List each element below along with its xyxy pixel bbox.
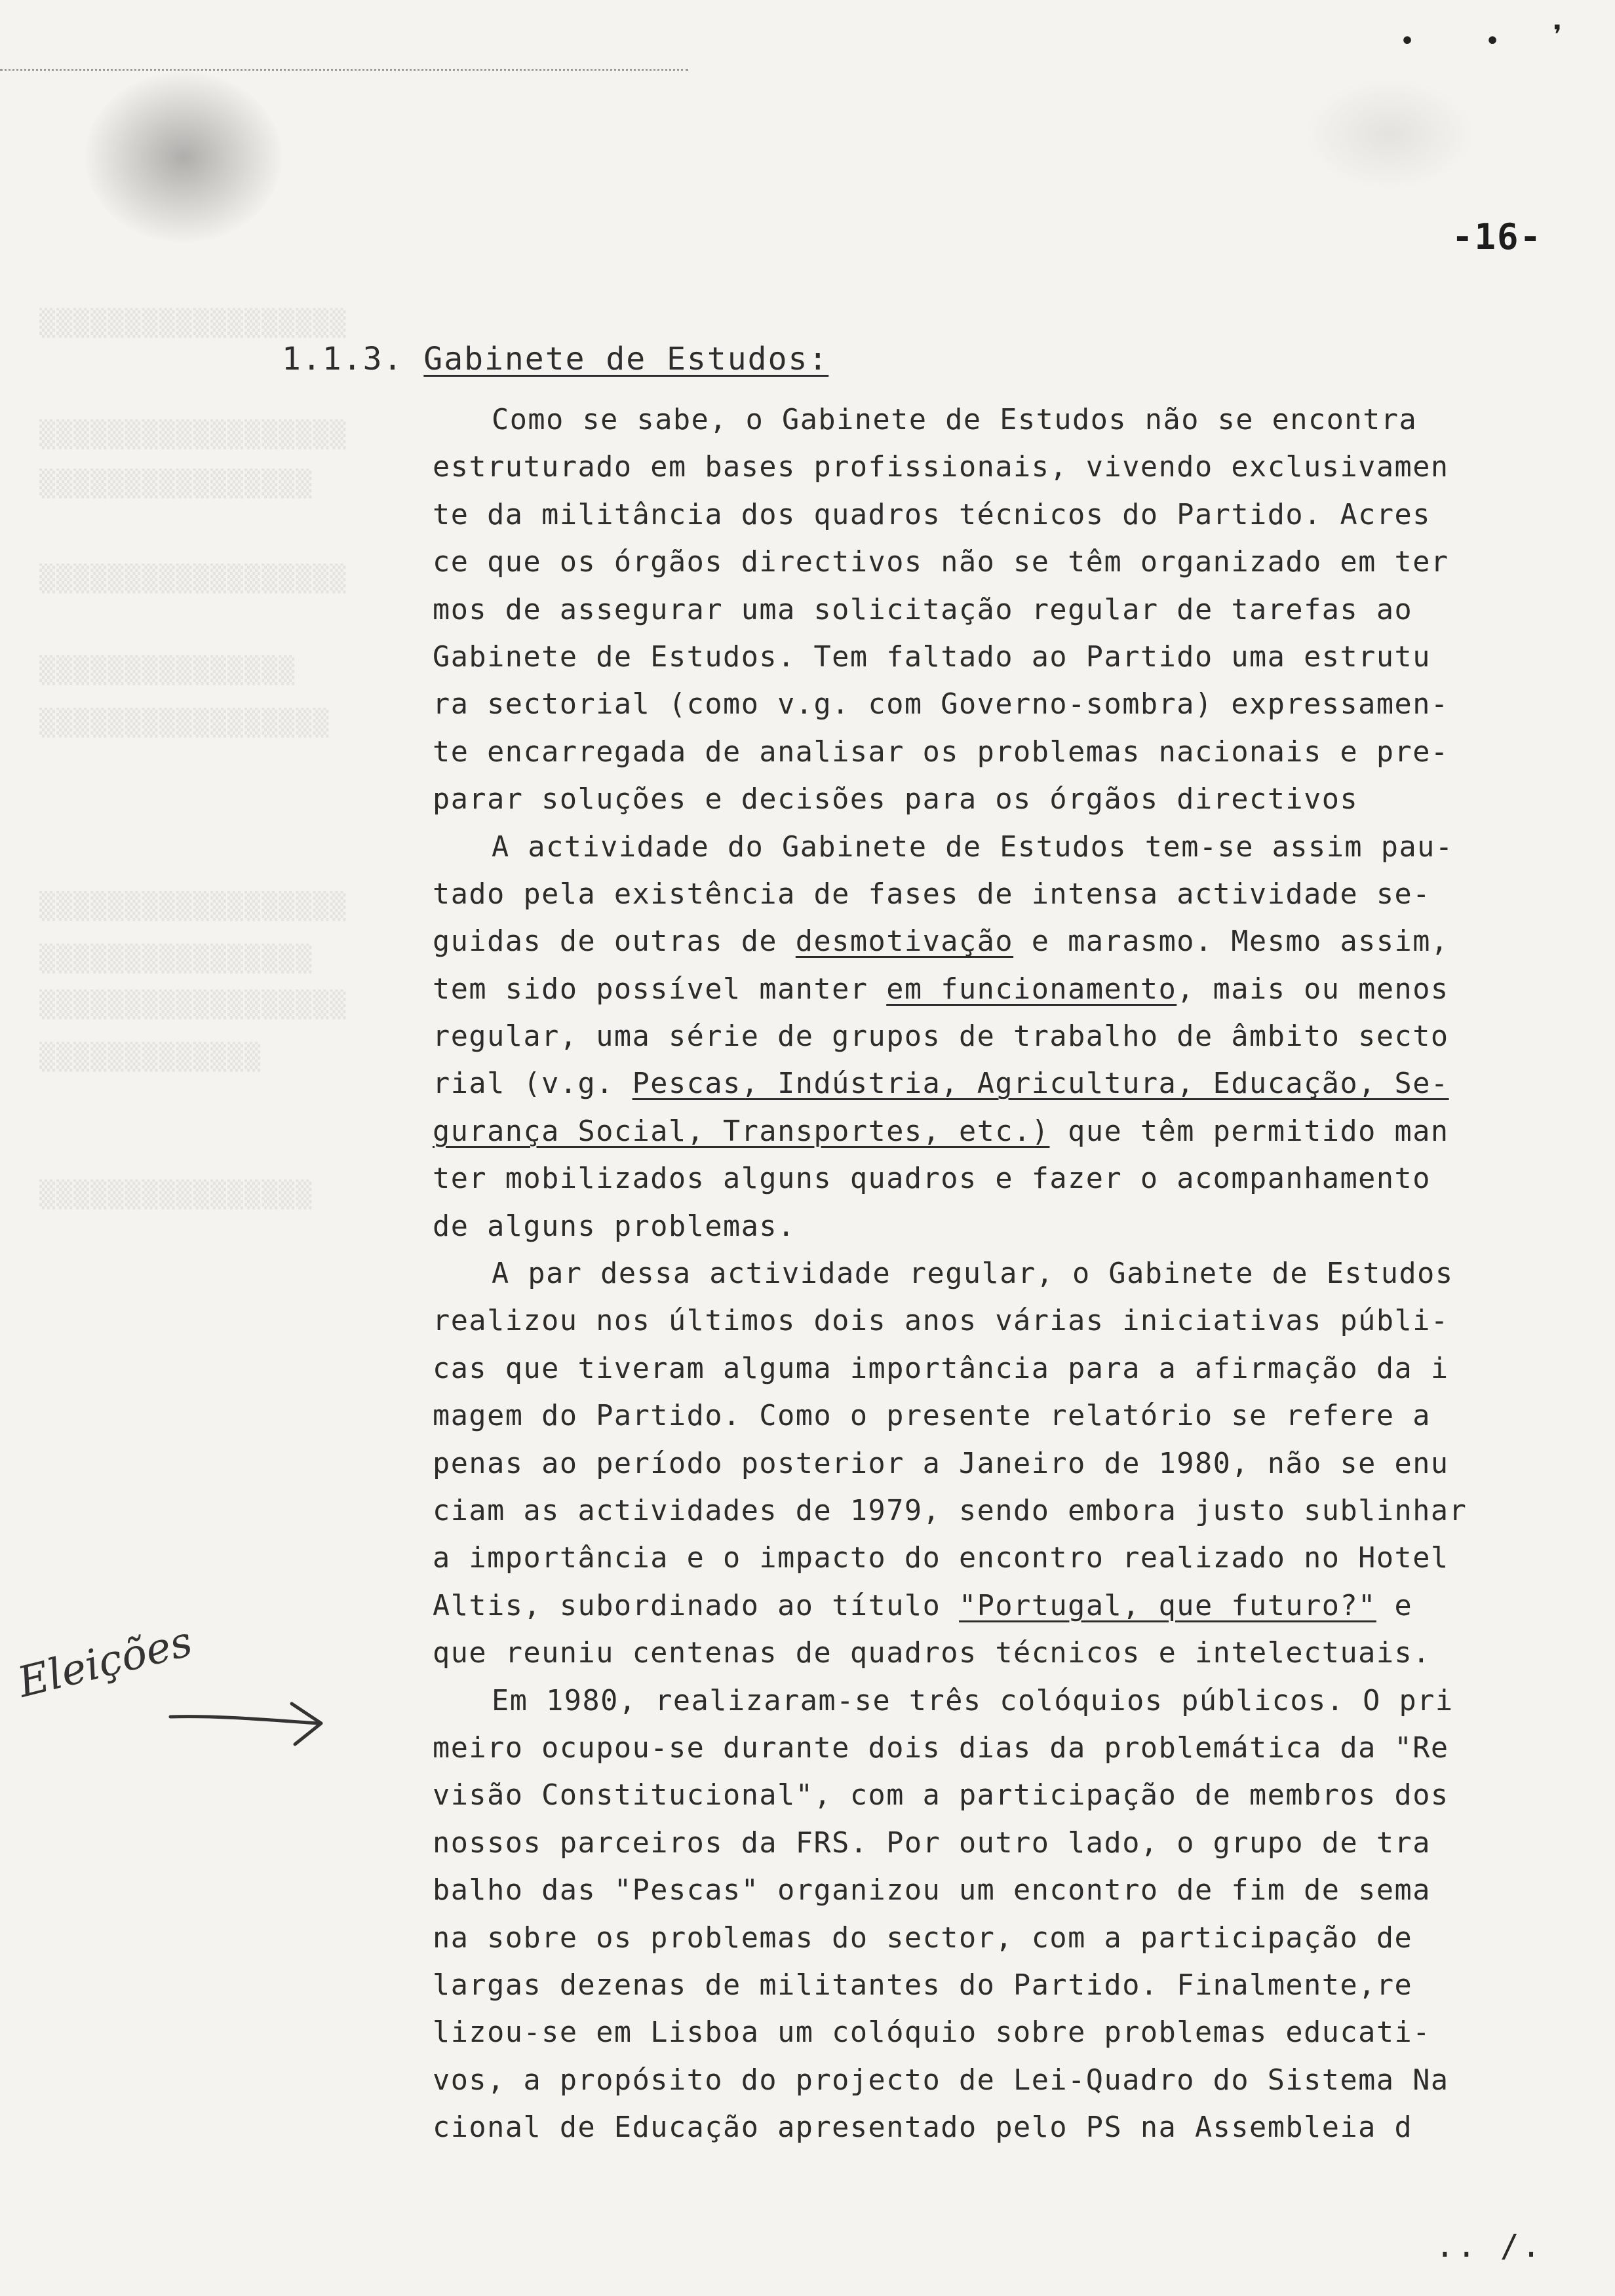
bleed-through-text: ▒▒▒▒▒▒▒▒▒▒▒▒▒▒▒▒▒▒	[39, 419, 347, 450]
bleed-through-text: ▒▒▒▒▒▒▒▒▒▒▒▒▒▒▒▒	[39, 469, 313, 499]
underlined-phrase: desmotivação	[795, 925, 1014, 959]
text-line: a importância e o impacto do encontro realizado no Hotel	[433, 1542, 1449, 1575]
text-line: realizou nos últimos dois anos várias iniciativas públi-	[433, 1305, 1449, 1338]
text-line: A par dessa actividade regular, o Gabinete de Estudos	[492, 1257, 1454, 1291]
text-line: parar soluções e decisões para os órgãos directivos	[433, 783, 1359, 816]
text-line: Em 1980, realizaram-se três colóquios públicos. O pri	[492, 1684, 1454, 1717]
text-line: Como se sabe, o Gabinete de Estudos não se encontra	[492, 404, 1418, 436]
text-line: gurança Social, Transportes, etc.) que têm permitido man	[433, 1115, 1449, 1148]
top-edge-rule	[0, 69, 688, 71]
text-line: Altis, subordinado ao título "Portugal, que futuro?" e	[433, 1589, 1413, 1622]
text-line: cional de Educação apresentado pelo PS na Assembleia d	[433, 2111, 1413, 2145]
text-line: A actividade do Gabinete de Estudos tem-se assim pau-	[492, 830, 1454, 864]
text-line: ciam as actividades de 1979, sendo embora justo sublinhar	[433, 1494, 1468, 1527]
ink-stamp-left	[85, 72, 282, 242]
text-line: estruturado em bases profissionais, vivendo exclusivamen	[433, 451, 1449, 484]
text-line: Gabinete de Estudos. Tem faltado ao Partido uma estrutu	[433, 640, 1431, 674]
text-line: ter mobilizados alguns quadros e fazer o acompanhamento	[433, 1162, 1431, 1196]
bleed-through-text: ▒▒▒▒▒▒▒▒▒▒▒▒▒▒▒▒▒▒	[39, 564, 347, 594]
text-line: nossos parceiros da FRS. Por outro lado, o grupo de tra	[433, 1826, 1431, 1860]
punch-mark-2: •	[1485, 26, 1501, 56]
bleed-through-text: ▒▒▒▒▒▒▒▒▒▒▒▒▒▒▒▒▒▒	[39, 891, 347, 921]
handwritten-arrow-icon	[164, 1697, 334, 1756]
bleed-through-text: ▒▒▒▒▒▒▒▒▒▒▒▒▒▒▒▒▒	[39, 708, 330, 738]
bleed-through-text: ▒▒▒▒▒▒▒▒▒▒▒▒▒▒▒	[39, 655, 296, 685]
text-line: mos de assegurar uma solicitação regular de tarefas ao	[433, 593, 1413, 626]
text-line: ra sectorial (como v.g. com Governo-sombra) expressamen-	[433, 688, 1449, 721]
handwritten-margin-note: Eleições	[13, 1617, 197, 1708]
body-text	[433, 396, 1573, 2151]
text-line: ce que os órgãos directivos não se têm organizado em ter	[433, 546, 1449, 579]
section-title: Gabinete de Estudos:	[423, 341, 829, 377]
text-line: de alguns problemas.	[433, 1210, 796, 1243]
continuation-mark: .. /.	[1435, 2228, 1544, 2265]
text-line: guidas de outras de desmotivação e marasmo. Mesmo assim,	[433, 925, 1449, 959]
faint-stamp-right	[1304, 79, 1475, 190]
text-line: cas que tiveram alguma importância para a afirmação da i	[433, 1352, 1449, 1385]
text-line: largas dezenas de militantes do Partido. Finalmente,re	[433, 1968, 1413, 2002]
text-line: te encarregada de analisar os problemas nacionais e pre-	[433, 735, 1449, 769]
bleed-through-text: ▒▒▒▒▒▒▒▒▒▒▒▒▒	[39, 1042, 262, 1072]
text-line: meiro ocupou-se durante dois dias da problemática da "Re	[433, 1731, 1449, 1765]
underlined-phrase: gurança Social, Transportes, etc.)	[433, 1115, 1050, 1148]
text-line: te da militância dos quadros técnicos do Partido. Acres	[433, 498, 1431, 531]
bleed-through-text: ▒▒▒▒▒▒▒▒▒▒▒▒▒▒▒▒▒▒	[39, 989, 347, 1020]
underlined-phrase: em funcionamento	[886, 972, 1177, 1006]
bleed-through-text: ▒▒▒▒▒▒▒▒▒▒▒▒▒▒▒▒	[39, 1179, 313, 1210]
punch-mark-1: •	[1399, 26, 1416, 56]
text-line: vos, a propósito do projecto de Lei-Quadro do Sistema Na	[433, 2063, 1449, 2097]
section-heading	[282, 341, 828, 377]
text-line: balho das "Pescas" organizou um encontro de fim de sema	[433, 1874, 1431, 1907]
bleed-through-text: ▒▒▒▒▒▒▒▒▒▒▒▒▒▒▒▒	[39, 944, 313, 974]
text-line: tado pela existência de fases de intensa actividade se-	[433, 877, 1431, 911]
text-line: regular, uma série de grupos de trabalho de âmbito secto	[433, 1020, 1449, 1054]
text-line: rial (v.g. Pescas, Indústria, Agricultura, Educação, Se-	[433, 1067, 1449, 1101]
punch-mark-3: ❜	[1547, 18, 1568, 58]
text-line: na sobre os problemas do sector, com a participação de	[433, 1921, 1413, 1955]
text-line: magem do Partido. Como o presente relatório se refere a	[433, 1400, 1431, 1433]
text-line: lizou-se em Lisboa um colóquio sobre problemas educati-	[433, 2016, 1431, 2050]
section-number: 1.1.3.	[282, 341, 404, 377]
text-line: visão Constitucional", com a participação de membros dos	[433, 1779, 1449, 1812]
text-line: tem sido possível manter em funcionamento, mais ou menos	[433, 972, 1449, 1006]
underlined-phrase: Pescas, Indústria, Agricultura, Educação, Se-	[632, 1067, 1449, 1101]
text-line: que reuniu centenas de quadros técnicos e intelectuais.	[433, 1637, 1431, 1670]
page-number: -16-	[1452, 216, 1543, 258]
underlined-phrase: "Portugal, que futuro?"	[959, 1589, 1376, 1622]
bleed-through-text: ▒▒▒▒▒▒▒▒▒▒▒▒▒▒▒▒▒▒	[39, 308, 347, 338]
text-line: penas ao período posterior a Janeiro de 1980, não se enu	[433, 1447, 1449, 1480]
